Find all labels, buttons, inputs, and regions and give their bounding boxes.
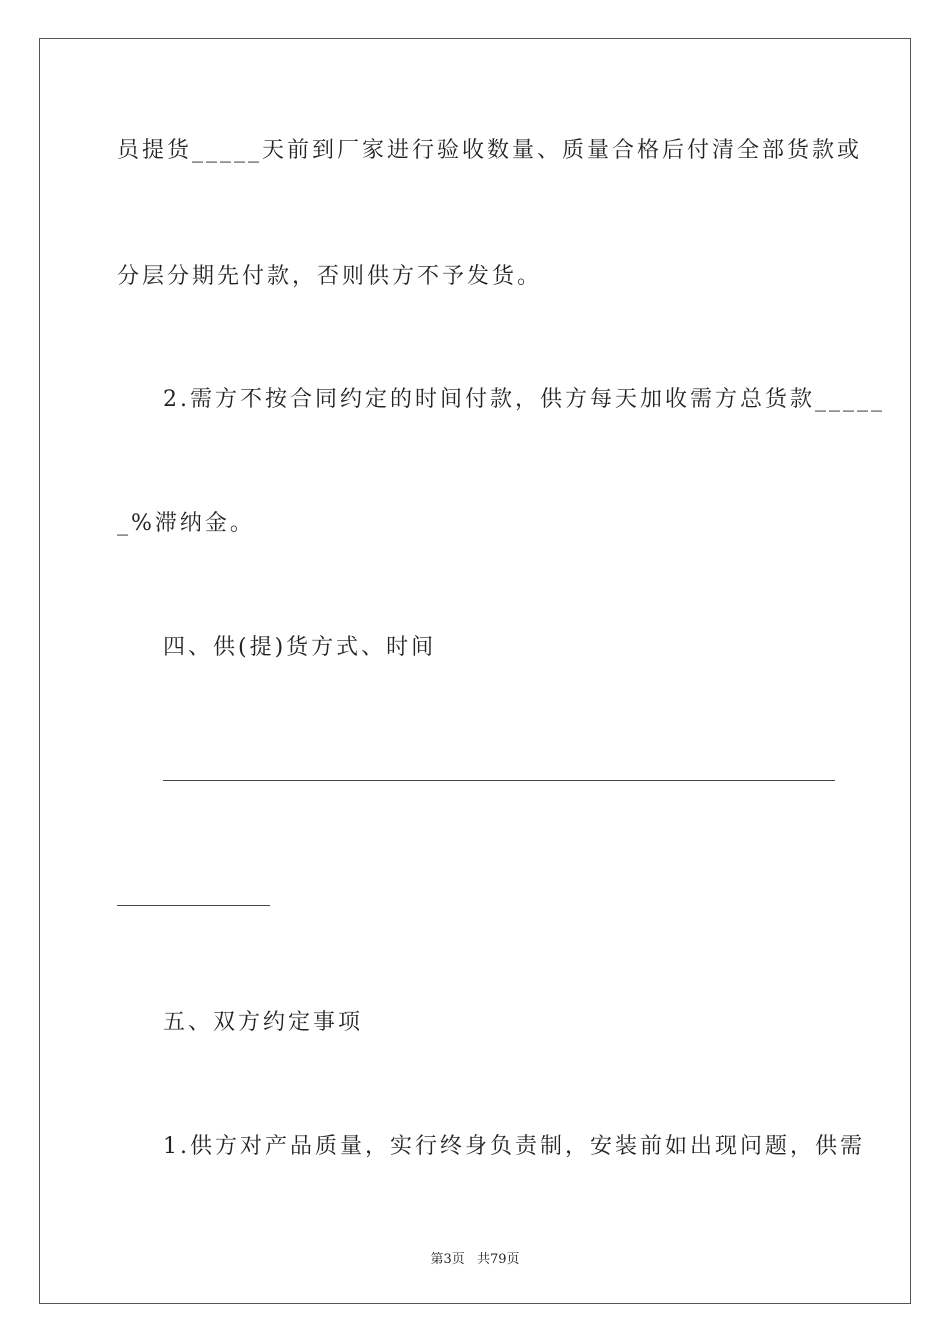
paragraph-line: 分层分期先付款，否则供方不予发货。	[117, 264, 543, 289]
paragraph-line: 员提货_____天前到厂家进行验收数量、质量合格后付清全部货款或	[117, 138, 863, 163]
paragraph-line: 2.需方不按合同约定的时间付款，供方每天加收需方总货款_____	[163, 387, 885, 412]
page-total: 共79页	[476, 1252, 520, 1267]
section-heading: 四、供(提)货方式、时间	[163, 635, 437, 660]
blank-fill-line	[163, 780, 835, 781]
page-footer	[0, 1248, 950, 1267]
blank-fill-line	[117, 905, 270, 906]
paragraph-line: 1.供方对产品质量，实行终身负责制，安装前如出现问题，供需	[163, 1134, 865, 1159]
section-heading: 五、双方约定事项	[163, 1010, 364, 1035]
page-frame	[39, 38, 911, 1304]
page-number: 第3页	[430, 1252, 465, 1267]
paragraph-line: _%滞纳金。	[117, 511, 255, 536]
